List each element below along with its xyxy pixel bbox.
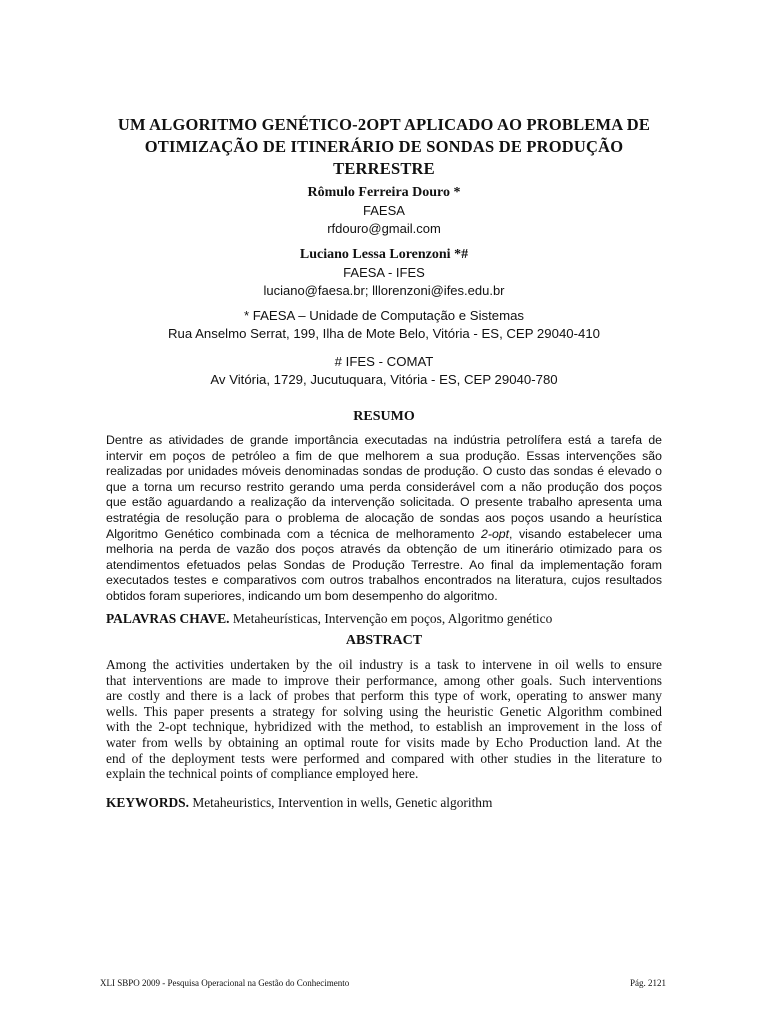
author-affiliation: FAESA - IFES — [343, 265, 425, 280]
author-name: Rômulo Ferreira Douro * — [307, 185, 461, 200]
abstract-line: explain the technical points of compliance employed here. — [106, 766, 419, 782]
abstract-line: water from wells by obtaining an optimal route for visits made by Echo Production land. At the — [106, 734, 662, 750]
title-line: TERRESTRE — [333, 159, 435, 178]
author-email: rfdouro@gmail.com — [327, 221, 441, 236]
resumo-heading: RESUMO — [353, 409, 415, 424]
abstract-line: wells. This paper presents a strategy for solving using the heuristic Genetic Algorithm combined — [106, 703, 662, 719]
resumo-line: atendimentos efetuados pelas Sondas de Produção Terrestre. Ao final da implementação foram — [106, 557, 662, 572]
title-line: UM ALGORITMO GENÉTICO-2OPT APLICADO AO PROBLEMA DE — [117, 115, 651, 134]
institution-address: Av Vitória, 1729, Jucutuquara, Vitória - ES, CEP 29040-780 — [210, 372, 558, 387]
resumo-line: que estão aguardando a realização da intervenção solicitada. O presente trabalho apresenta uma — [106, 495, 662, 510]
resumo-line: estratégia de resolução para o problema de alocação de sondas aos poços usando a heurística — [106, 510, 662, 525]
abstract-line: that interventions are made to improve their performance, among other goals. Such interventions — [106, 672, 662, 688]
abstract-keywords — [106, 794, 666, 812]
author-affiliation: FAESA — [363, 203, 405, 218]
italic-term: 2-opt — [481, 526, 510, 541]
abstract-line: with the 2-opt technique, hybridized with the method, to establish an improvement in the loss of — [106, 719, 662, 735]
resumo-line: executados testes e comparativos com outros trabalhos encontrados na literatura, cujos resultados — [106, 573, 662, 588]
abstract-line: Among the activities undertaken by the oil industry is a task to intervene in oil wells to ensure — [106, 657, 662, 672]
resumo-body — [106, 433, 662, 605]
resumo-line: que a torna um recurso restrito gerando uma perda considerável com a não produção dos poços — [106, 479, 662, 494]
keywords-text: Metaheuristics, Intervention in wells, Genetic algorithm — [192, 795, 493, 810]
abstract-line: are costly and there is a lack of probes that perform this type of work, operating to answer many — [106, 688, 662, 704]
title-line: OTIMIZAÇÃO DE ITINERÁRIO DE SONDAS DE PRODUÇÃO — [144, 137, 624, 156]
institution-block — [96, 307, 672, 343]
institution-address: Rua Anselmo Serrat, 199, Ilha de Mote Belo, Vitória - ES, CEP 29040-410 — [167, 326, 601, 341]
keywords-label: KEYWORDS. — [106, 795, 189, 810]
resumo-line: melhoria na perda de vazão dos poços através da obtenção de um itinerário otimizado para os — [106, 542, 662, 557]
resumo-line: obtidos foram superiores, indicando um bom desempenho do algoritmo. — [106, 588, 498, 603]
abstract-line: end of the deployment tests were performed and compared with other studies in the literature to — [106, 750, 662, 766]
resumo-line: intervir em poços de petróleo a fim de que melhorem a sua produção. Essas intervenções são — [106, 448, 662, 463]
abstract-heading: ABSTRACT — [345, 633, 423, 648]
resumo-keywords — [106, 610, 666, 628]
institution-block — [96, 353, 672, 389]
resumo-line: realizadas por unidades móveis denominadas sondas de produção. O custo das sondas é elevado o — [106, 464, 662, 479]
resumo-line: Algoritmo Genético combinada com a técnica de melhoramento 2-opt, visando estabelecer uma — [106, 526, 662, 541]
paper-title — [96, 114, 672, 180]
institution-name: # IFES - COMAT — [334, 354, 434, 369]
footer-page-number: Pág. 2121 — [630, 978, 666, 988]
keywords-text: Metaheurísticas, Intervenção em poços, Algoritmo genético — [232, 611, 553, 626]
author-block — [96, 184, 672, 238]
author-email: luciano@faesa.br; lllorenzoni@ifes.edu.br — [263, 283, 505, 298]
keywords-label: PALAVRAS CHAVE. — [106, 611, 230, 626]
footer-conference: XLI SBPO 2009 - Pesquisa Operacional na Gestão do Conhecimento — [100, 978, 350, 988]
author-name: Luciano Lessa Lorenzoni *# — [299, 247, 469, 262]
institution-name: * FAESA – Unidade de Computação e Sistemas — [243, 308, 525, 323]
abstract-body — [106, 657, 662, 782]
resumo-line: Dentre as atividades de grande importância executadas na indústria petrolífera está a tarefa de — [106, 433, 662, 447]
author-block — [96, 246, 672, 300]
